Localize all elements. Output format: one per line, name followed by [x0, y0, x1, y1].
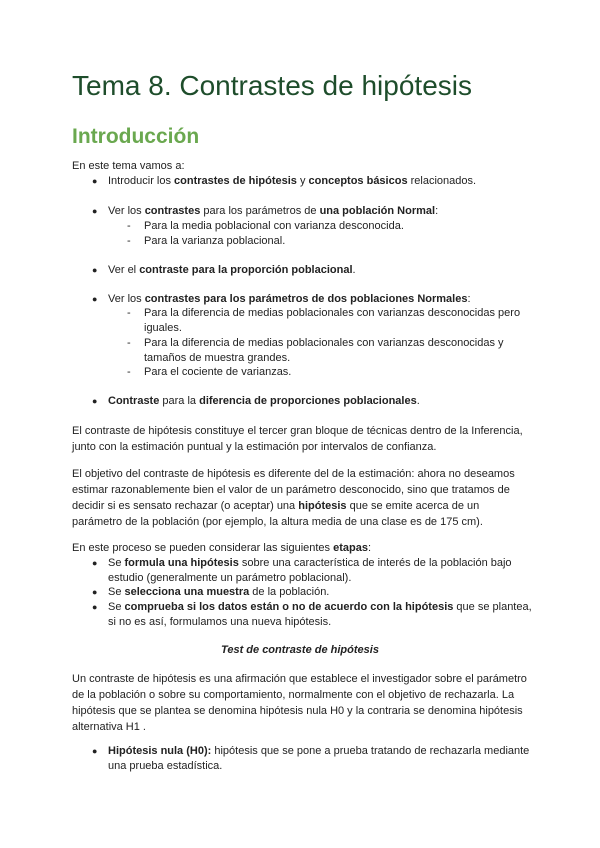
sub-list-item: - Para la varianza poblacional. [127, 235, 286, 247]
bullet-icon: ● [92, 602, 98, 612]
subheading: Test de contraste de hipótesis [221, 644, 379, 656]
list-item: ● Ver los contrastes para los parámetros de dos poblaciones Normales: [92, 293, 471, 305]
bullet-icon: ● [92, 176, 98, 186]
paragraph: En este proceso se pueden considerar las siguientes etapas: [72, 542, 372, 554]
list-item: ● Se selecciona una muestra de la población. [92, 586, 330, 598]
paragraph: Un contraste de hipótesis es una afirmación que establece el investigador sobre el parámetro de la población o sobre su comportamiento, normalmente con el objetivo de rechazarla. La hipótesis que se plantea se denomina hipótesis nula H0 y la contraria se denomina hipótesis alternativa H1 . [72, 673, 527, 733]
section-heading: Introducción [72, 125, 200, 148]
dash-icon: - [127, 235, 131, 247]
dash-icon: - [127, 220, 131, 232]
sub-list-item: - Para la diferencia de medias poblacionales con varianzas desconocidas y tamaños de muestra grandes. [127, 337, 504, 364]
sub-list-item: - Para la diferencia de medias poblacionales con varianzas desconocidas pero iguales. [127, 307, 521, 334]
bullet-icon: ● [92, 265, 98, 275]
dash-icon: - [127, 337, 131, 349]
list-item: ● Hipótesis nula (H0): hipótesis que se pone a prueba tratando de rechazarla mediante una prueba estadística. [92, 745, 530, 772]
dash-icon: - [127, 366, 131, 378]
bullet-icon: ● [92, 396, 98, 406]
bullet-icon: ● [92, 558, 98, 568]
list-item: ● Ver el contraste para la proporción poblacional. [92, 264, 356, 276]
sub-list-item: - Para la media poblacional con varianza desconocida. [127, 220, 404, 232]
bullet-icon: ● [92, 206, 98, 216]
document-title: Tema 8. Contrastes de hipótesis [72, 70, 472, 101]
bullet-icon: ● [92, 294, 98, 304]
paragraph: El objetivo del contraste de hipótesis es diferente del de la estimación: ahora no deseamos estimar razonablemente bien el valor de un parámetro desconocido, sino que tratamos de decidir si es sensato rechazar (o aceptar) una hipótesis que se emite acerca de un parámetro de la población (por ejemplo, la altura media de una clase es de 175 cm). [72, 468, 515, 528]
list-item: ● Contraste para la diferencia de proporciones poblacionales. [92, 395, 420, 407]
bullet-icon: ● [92, 587, 98, 597]
intro-text: En este tema vamos a: [72, 160, 185, 172]
paragraph: El contraste de hipótesis constituye el tercer gran bloque de técnicas dentro de la Inferencia, junto con la estimación puntual y la estimación por intervalos de confianza. [72, 425, 523, 453]
list-item: ● Ver los contrastes para los parámetros de una población Normal: [92, 205, 439, 217]
list-item: ● Se formula una hipótesis sobre una característica de interés de la población bajo estudio (generalmente un parámetro poblacional). [92, 557, 512, 584]
list-item: ● Se comprueba si los datos están o no de acuerdo con la hipótesis que se plantea, si no es así, formulamos una nueva hipótesis. [92, 601, 532, 628]
list-item: ● Introducir los contrastes de hipótesis y conceptos básicos relacionados. [92, 175, 477, 187]
bullet-icon: ● [92, 746, 98, 756]
sub-list-item: - Para el cociente de varianzas. [127, 366, 292, 378]
dash-icon: - [127, 307, 131, 319]
